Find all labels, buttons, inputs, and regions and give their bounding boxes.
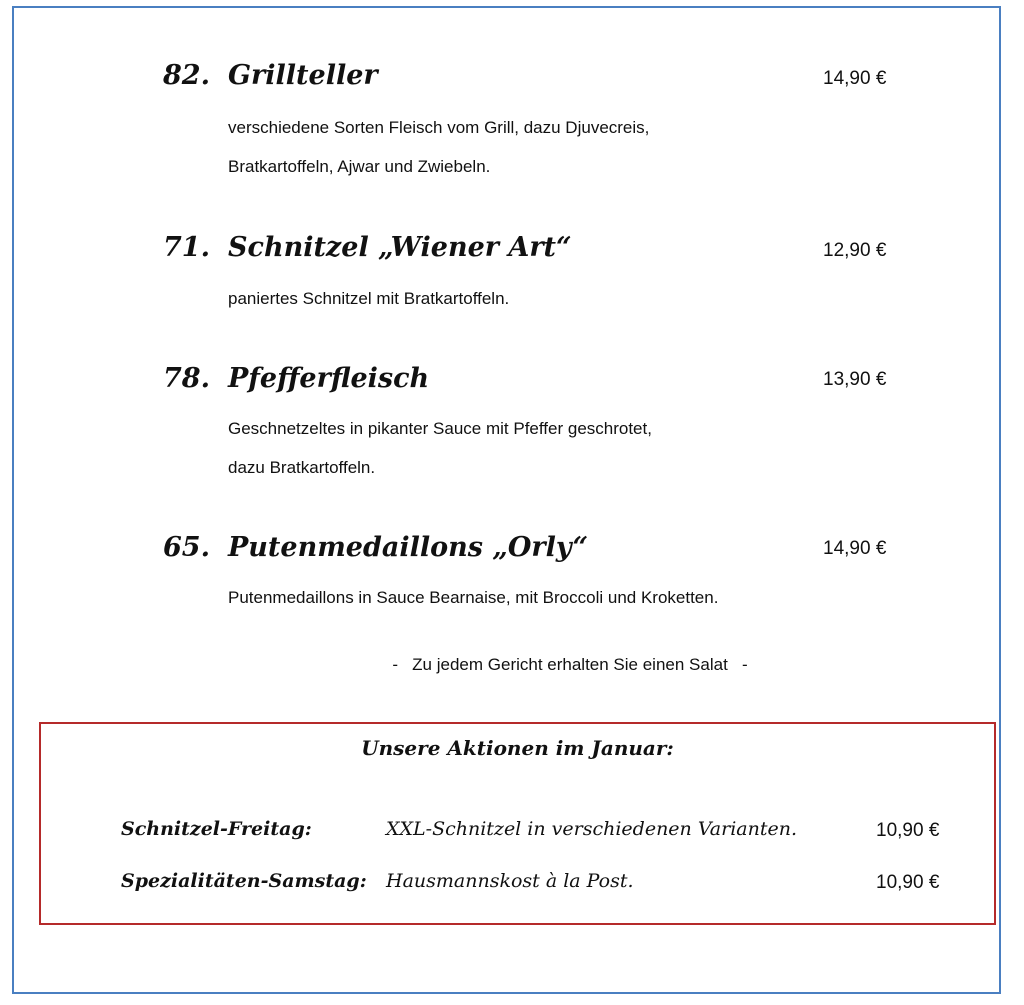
promotions-title: Unsere Aktionen im Januar: (361, 736, 674, 760)
dish-description-line: Putenmedaillons in Sauce Bearnaise, mit Broccoli und Kroketten. (228, 588, 719, 607)
dish-description-line: verschiedene Sorten Fleisch vom Grill, dazu Djuvecreis, (228, 118, 650, 137)
salad-note: - Zu jedem Gericht erhalten Sie einen Salat - (392, 655, 748, 674)
promotion-description: Hausmannskost à la Post. (386, 870, 634, 892)
dish-description-line: paniertes Schnitzel mit Bratkartoffeln. (228, 289, 510, 308)
promotion-label: Schnitzel-Freitag: (121, 818, 312, 840)
dish-price: 14,90 € (823, 68, 887, 89)
dish-name: Pfefferfleisch (228, 363, 430, 394)
promotion-description: XXL-Schnitzel in verschiedenen Varianten. (386, 818, 798, 840)
dish-name: Schnitzel „Wiener Art“ (228, 232, 572, 263)
dish-number: 65. (163, 532, 210, 563)
dish-name: Putenmedaillons „Orly“ (228, 532, 589, 563)
promotion-price: 10,90 € (876, 820, 940, 841)
dish-price: 14,90 € (823, 538, 887, 559)
dish-price: 13,90 € (823, 369, 887, 390)
dish-description-line: Bratkartoffeln, Ajwar und Zwiebeln. (228, 157, 491, 176)
dish-number: 78. (163, 363, 210, 394)
dish-name: Grillteller (228, 60, 378, 91)
dish-number: 71. (163, 232, 210, 263)
promotion-label: Spezialitäten-Samstag: (121, 870, 367, 892)
dish-price: 12,90 € (823, 240, 887, 261)
promotion-price: 10,90 € (876, 872, 940, 893)
dish-description-line: Geschnetzeltes in pikanter Sauce mit Pfeffer geschrotet, (228, 419, 652, 438)
dish-number: 82. (163, 60, 210, 91)
dish-description-line: dazu Bratkartoffeln. (228, 458, 376, 477)
